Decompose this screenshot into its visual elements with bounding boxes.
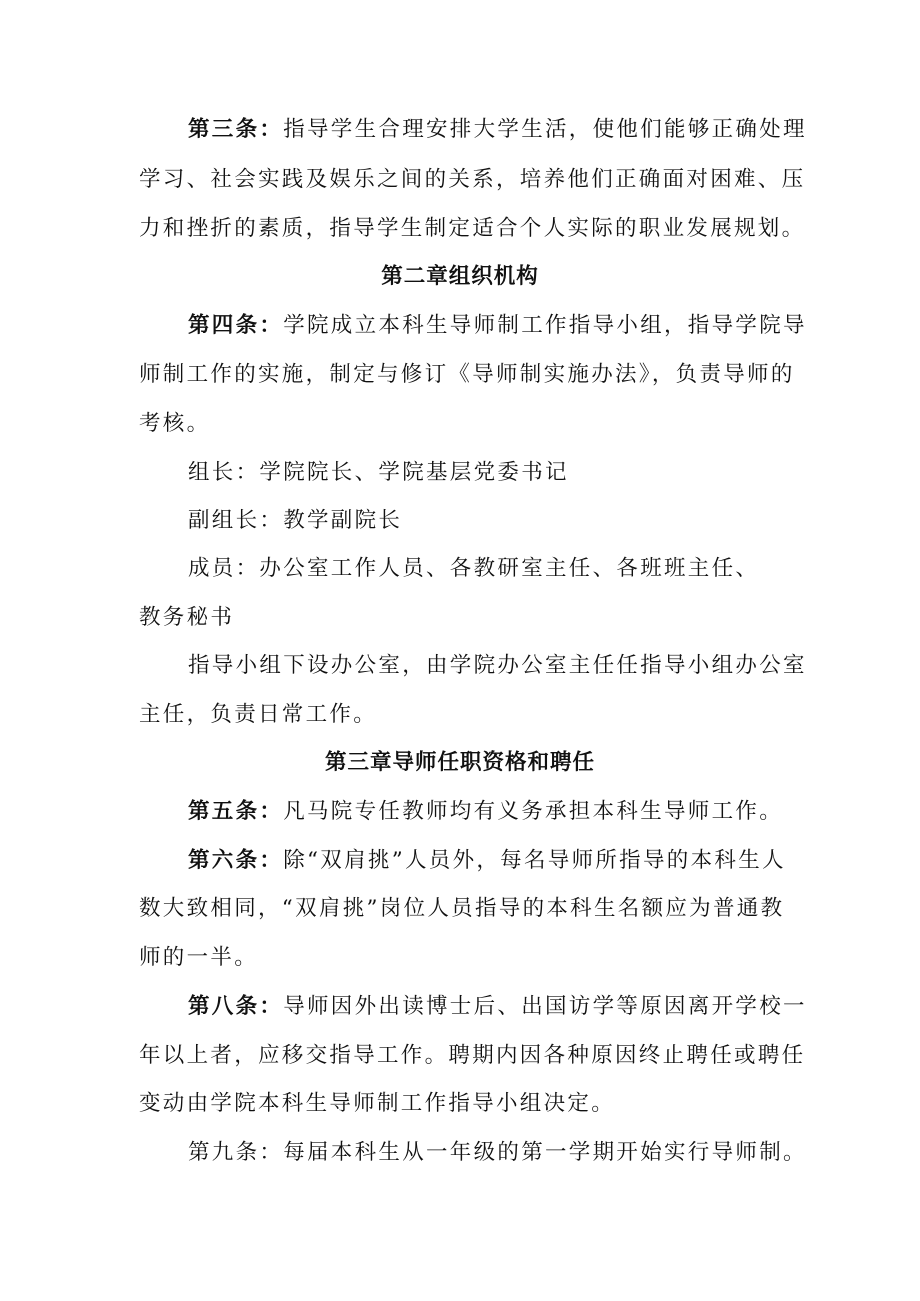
article-6-line-3: 师的一半。 [139, 945, 259, 970]
article-4-line-1: 第四条：学院成立本科生导师制工作指导小组，指导学院导 [188, 313, 807, 338]
article-3-line-1: 第三条：指导学生合理安排大学生活，使他们能够正确处理 [188, 117, 807, 142]
article-8-label: 第八条： [188, 994, 284, 1019]
chapter-2-heading: 第二章组织机构 [381, 264, 539, 289]
article-3-line-3: 力和挫折的素质，指导学生制定适合个人实际的职业发展规划。 [139, 216, 806, 241]
deputy-leader-line: 副组长：教学副院长 [188, 508, 403, 533]
article-8-line-3: 变动由学院本科生导师制工作指导小组决定。 [139, 1091, 616, 1116]
article-5-line-1: 第五条：凡马院专任教师均有义务承担本科生导师工作。 [188, 799, 784, 824]
article-6-line-2: 数大致相同，“双肩挑”岗位人员指导的本科生名额应为普通教 [139, 896, 785, 921]
article-8-line-1: 第八条：导师因外出读博士后、出国访学等原因离开学校一 [188, 994, 807, 1019]
article-6-line-1: 第六条：除“双肩挑”人员外，每名导师所指导的本科生人 [188, 848, 786, 873]
article-3-label: 第三条： [188, 117, 284, 142]
article-3-line-2: 学习、社会实践及娱乐之间的关系，培养他们正确面对困难、压 [139, 167, 806, 192]
chapter-3-heading: 第三章导师任职资格和聘任 [324, 750, 595, 775]
office-line-1: 指导小组下设办公室，由学院办公室主任任指导小组办公室 [188, 653, 807, 678]
article-4-line-2: 师制工作的实施，制定与修订《导师制实施办法》，负责导师的 [139, 362, 795, 387]
office-line-2: 主任，负责日常工作。 [139, 702, 378, 727]
article-4-label: 第四条： [188, 313, 284, 338]
leader-line: 组长：学院院长、学院基层党委书记 [188, 460, 569, 485]
article-6-label: 第六条： [188, 848, 284, 873]
members-line-1: 成员：办公室工作人员、各教研室主任、各班班主任、 [188, 556, 760, 581]
article-4-line-3: 考核。 [139, 411, 211, 436]
article-8-line-2: 年以上者，应移交指导工作。聘期内因各种原因终止聘任或聘任 [139, 1043, 806, 1068]
members-line-2: 教务秘书 [139, 605, 235, 630]
article-9-line-1: 第九条：每届本科生从一年级的第一学期开始实行导师制。 [188, 1140, 807, 1165]
article-5-label: 第五条： [188, 799, 284, 824]
